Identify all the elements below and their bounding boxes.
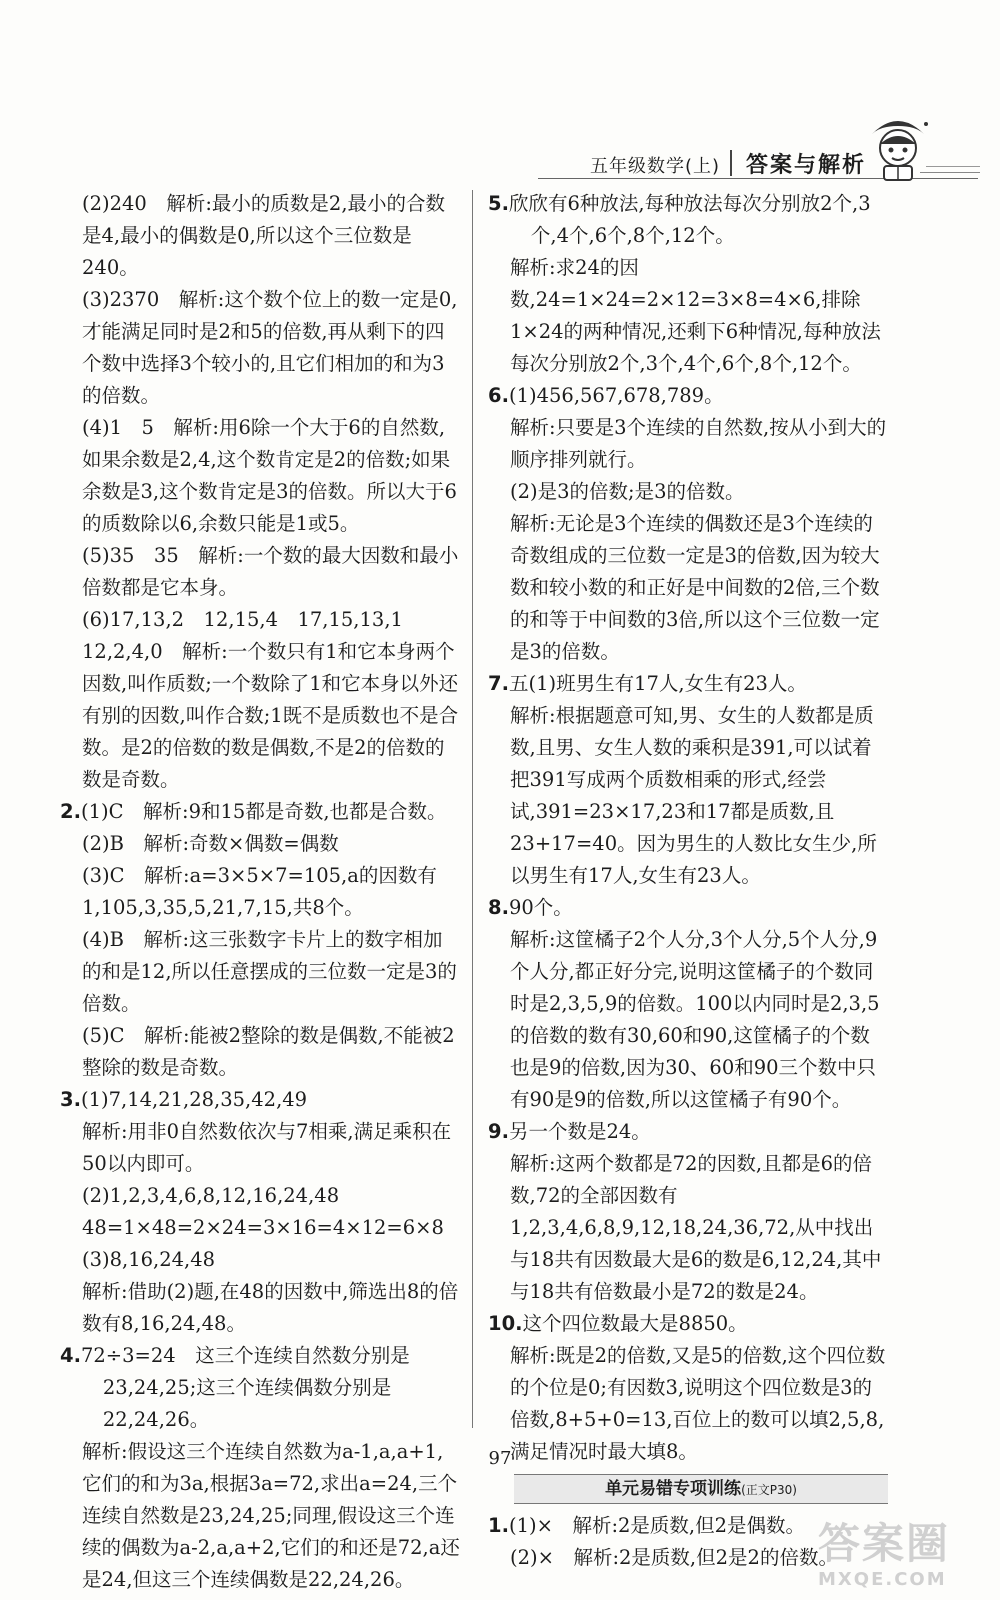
answer-line: (2)1,2,3,4,6,8,12,16,24,48 [82,1184,340,1207]
page-header [0,0,1000,200]
section-title: 单元易错专项训练 [605,1479,742,1499]
answer-line: (3)8,16,24,48 [82,1248,216,1271]
question-number: 1. [488,1514,509,1537]
answer-line: 解析:只要是3个连续的自然数,按从小到大的顺序排列就行。 [510,416,887,471]
answer-line: 解析:根据题意可知,男、女生的人数都是质数,且男、女生人数的乘积是391,可以试着把391写成两个质数相乘的形式,经尝试,391=23×17,23和17都是质数,且23+17=40。因为男生的人数比女生少,所以男生有17人,女生有23人。 [510,704,877,887]
question-answer [60,1340,460,1436]
answer-text: (1)× 解析:2是质数,但2是偶数。 [508,1514,806,1537]
question-number: 7. [488,672,509,695]
answer-line: (2)× 解析:2是质数,但2是2的倍数。 [510,1546,838,1569]
header-title: 答案与解析 [746,153,867,178]
answer-line: 解析:用非0自然数依次与7相乘,满足乘积在50以内即可。 [82,1120,452,1175]
question-number: 6. [488,384,509,407]
column-divider [472,190,473,1428]
answer-line: (4)1 5 解析:用6除一个大于6的自然数,如果余数是2,4,这个数肯定是2的倍数;如果余数是3,这个数肯定是3的倍数。所以大于6的质数除以6,余数只能是1或5。 [82,416,457,535]
answer-line: 解析:假设这三个连续自然数为a-1,a,a+1,它们的和为3a,根据3a=72,求出a=24,三个连续自然数是23,24,25;同理,假设这三个连续的偶数为a-2,a,a+2,它们的和还是72,a还是24,但这三个连续偶数是22,24,26。 [82,1440,460,1591]
answer-text: 欣欣有6种放法,每种放法每次分别放2个,3个,4个,6个,8个,12个。 [508,192,871,247]
left-column [60,188,460,1596]
answer-line: (2)是3的倍数;是3的倍数。 [510,480,745,503]
answer-text: (1)7,14,21,28,35,42,49 [80,1088,308,1111]
watermark-logo: 答案圈 MXQE.COM [818,1519,951,1590]
header-separator [730,150,732,176]
question-answer [488,1308,888,1340]
answer-text: 这个四位数最大是8850。 [522,1312,748,1335]
answer-text: 90个。 [508,896,573,919]
answer-line: 解析:既是2的倍数,又是5的倍数,这个四位数的个位是0;有因数3,说明这个四位数是3的倍数,8+5+0=13,百位上的数可以填2,5,8,满足情况时最大填8。 [510,1344,886,1463]
header-rule-short [926,166,980,167]
question-number: 4. [60,1344,81,1367]
answer-line: (6)17,13,2 12,15,4 17,15,13,1 12,2,4,0 解析:一个数只有1和它本身两个因数,叫作质数;一个数除了1和它本身以外还有别的因数,叫作合数;1既不是质数也不是合数。是2的倍数的数是偶数,不是2的倍数的数是奇数。 [82,608,459,791]
question-number: 9. [488,1120,509,1143]
question-number: 2. [60,800,81,823]
question-answer [488,188,888,252]
question-number: 8. [488,896,509,919]
answer-line: (3)2370 解析:这个数个位上的数一定是0,才能满足同时是2和5的倍数,再从剩下的四个数中选择3个较小的,且它们相加的和为3的倍数。 [82,288,458,407]
answer-line: (5)C 解析:能被2整除的数是偶数,不能被2整除的数是奇数。 [82,1024,455,1079]
question-answer [488,892,888,924]
right-column [488,188,888,1574]
answer-text: (1)C 解析:9和15都是奇数,也都是合数。 [80,800,447,823]
question-number: 3. [60,1088,81,1111]
answer-line: 解析:这筐橘子2个人分,3个人分,5个人分,9个人分,都正好分完,说明这筐橘子的个数同时是2,3,5,9的倍数。100以内同时是2,3,5的倍数的数有30,60和90,这筐橘子的个数也是9的倍数,因为30、60和90三个数中只有90是9的倍数,所以这筐橘子有90个。 [510,928,880,1111]
header-grade: 五年级数学(上) [590,156,721,177]
question-answer [488,380,888,412]
answer-line: 48=1×48=2×24=3×16=4×12=6×8 [82,1216,444,1239]
answer-text: 另一个数是24。 [508,1120,651,1143]
answer-line: 解析:求24的因数,24=1×24=2×12=3×8=4×6,排除1×24的两种情况,还剩下6种情况,每种放法每次分别放2个,3个,4个,6个,8个,12个。 [510,256,881,375]
answer-line: (2)B 解析:奇数×偶数=偶数 [82,832,339,855]
answer-line: 解析:借助(2)题,在48的因数中,筛选出8的倍数有8,16,24,48。 [82,1280,459,1335]
page-number: 97 [488,1448,512,1469]
question-number: 10. [488,1312,523,1335]
question-answer [60,1084,460,1116]
answer-line: 解析:这两个数都是72的因数,且都是6的倍数,72的全部因数有1,2,3,4,6,8,9,12,18,24,36,72,从中找出与18共有因数最大是6的数是6,12,24,其中与18共有倍数最小是72的数是24。 [510,1152,882,1303]
answer-line: (4)B 解析:这三张数字卡片上的数字相加的和是12,所以任意摆成的三位数一定是3的倍数。 [82,928,457,1015]
question-answer [488,1116,888,1148]
answer-line: (3)C 解析:a=3×5×7=105,a的因数有1,105,3,35,5,21,7,15,共8个。 [82,864,437,919]
question-number: 5. [488,192,509,215]
answer-text: (1)456,567,678,789。 [508,384,724,407]
answer-text: 五(1)班男生有17人,女生有23人。 [508,672,807,695]
answer-line: (2)240 解析:最小的质数是2,最小的合数是4,最小的偶数是0,所以这个三位数是240。 [82,192,446,279]
section-reference: (正文P30) [741,1483,797,1497]
answer-text: 72÷3=24 这三个连续自然数分别是23,24,25;这三个连续偶数分别是22,24,26。 [80,1344,410,1431]
question-answer [60,796,460,828]
section-heading [514,1474,888,1504]
mascot-icon [866,110,930,182]
answer-line: 解析:无论是3个连续的偶数还是3个连续的奇数组成的三位数一定是3的倍数,因为较大数和较小数的和正好是中间数的2倍,三个数的和等于中间数的3倍,所以这个三位数一定是3的倍数。 [510,512,880,663]
answer-line: (5)35 35 解析:一个数的最大因数和最小倍数都是它本身。 [82,544,459,599]
question-answer [488,668,888,700]
